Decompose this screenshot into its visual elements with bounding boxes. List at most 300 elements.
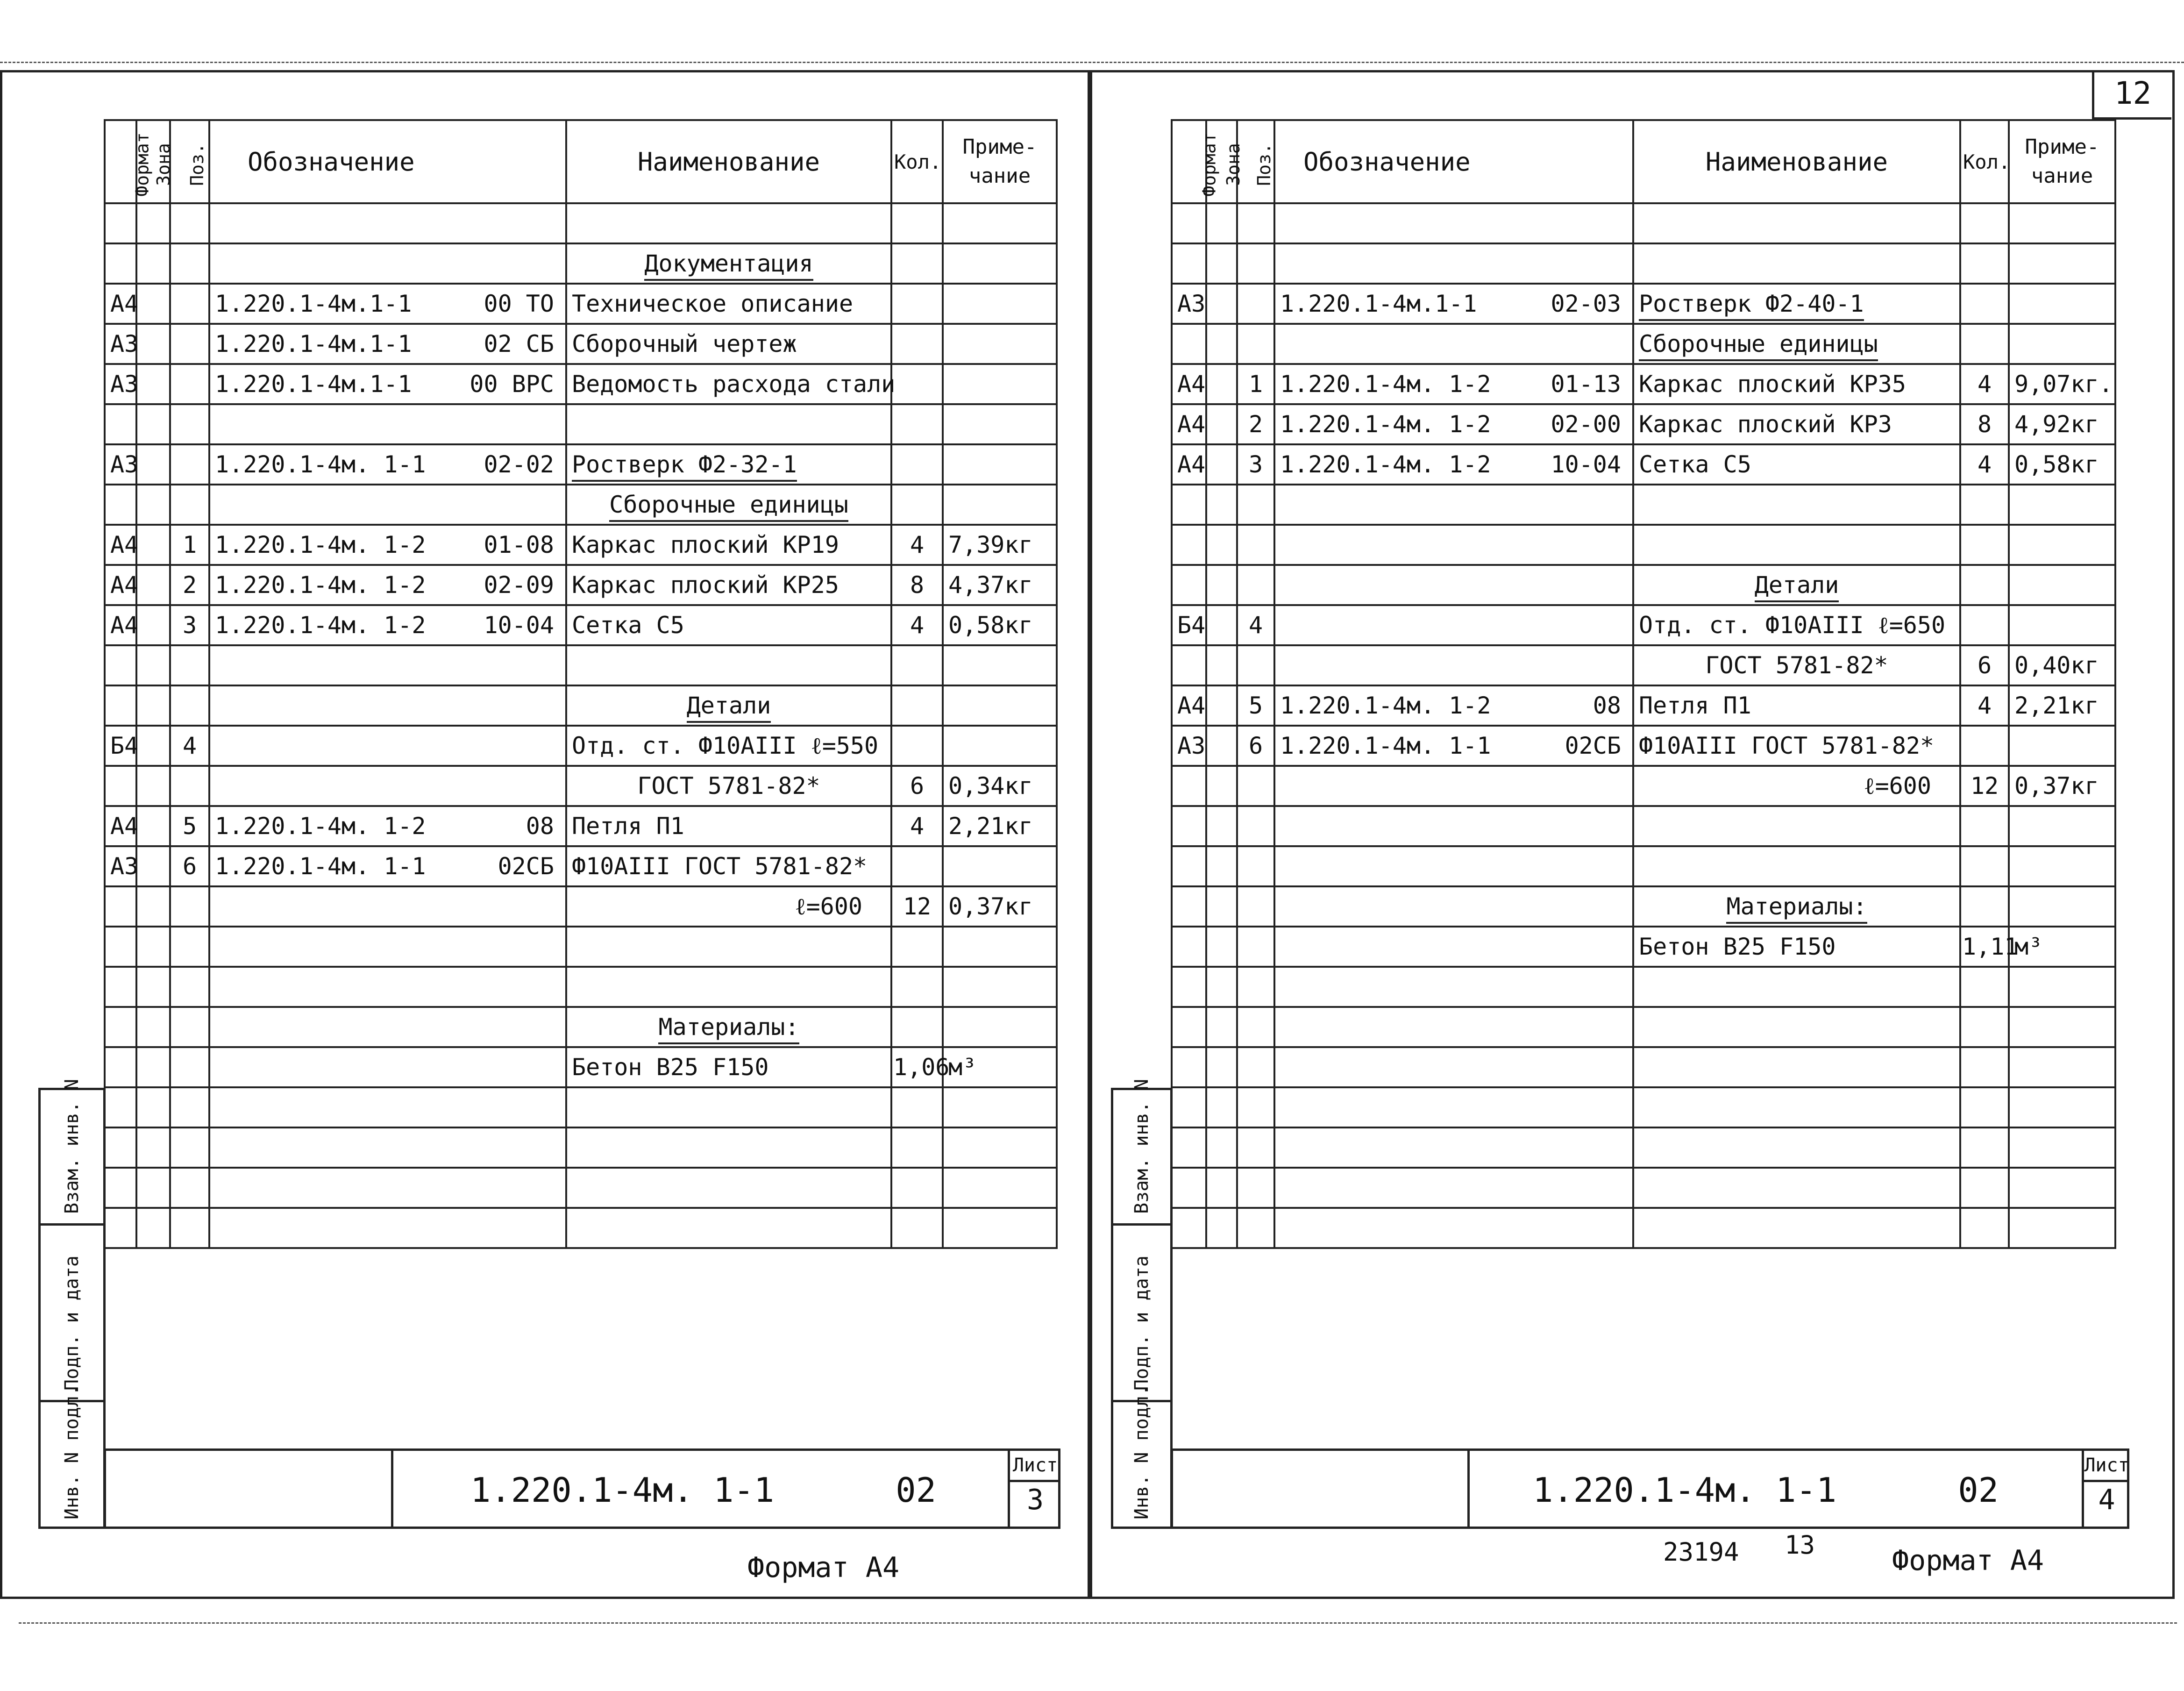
- zone-cell: [1206, 203, 1237, 243]
- designation-cell: [1274, 685, 1633, 726]
- designation-code: 02 СБ: [484, 330, 554, 357]
- pos-cell: [170, 685, 209, 726]
- zone-cell: [136, 967, 170, 1007]
- designation-cell: [209, 203, 566, 243]
- qty-cell: [891, 645, 943, 685]
- designation-cell: [209, 685, 566, 726]
- zone-cell: [136, 485, 170, 525]
- note-cell: [2009, 525, 2115, 565]
- qty-cell: [891, 485, 943, 525]
- note-cell: [2009, 846, 2115, 886]
- pos-cell: [1237, 1168, 1274, 1208]
- pos-cell: [170, 485, 209, 525]
- zone-cell: [1206, 1007, 1237, 1047]
- designation-code: 01-13: [1551, 371, 1621, 398]
- designation-cell: [1274, 1127, 1633, 1168]
- designation-cell: [1274, 766, 1633, 806]
- spec-row: [105, 1168, 1057, 1208]
- title-block-divider: [1467, 1451, 1470, 1527]
- qty-cell: [1960, 685, 2009, 726]
- designation-code: 08: [1593, 692, 1621, 719]
- designation-cell: [209, 1087, 566, 1127]
- note-cell: [2009, 1047, 2115, 1087]
- designation-text: 1.220.1-4м. 1-2: [1280, 451, 1491, 478]
- designation-text: 1.220.1-4м. 1-2: [215, 612, 426, 639]
- name-cell: [566, 726, 891, 766]
- format-cell: [1172, 485, 1206, 525]
- format-text: А4: [1177, 692, 1206, 719]
- pos-cell: [1237, 284, 1274, 324]
- zone-cell: [136, 324, 170, 364]
- left-sheet-number: 3: [1026, 1484, 1044, 1516]
- name-cell: [1633, 766, 1960, 806]
- note-cell: [943, 1127, 1057, 1168]
- designation-cell: [209, 565, 566, 605]
- note-text: 2,21кг: [2014, 692, 2099, 719]
- note-cell: [2009, 645, 2115, 685]
- name-cell: [1633, 846, 1960, 886]
- right-title-block: [1171, 1448, 2129, 1529]
- designation-cell: [209, 605, 566, 645]
- header-note: Приме- чание: [943, 120, 1057, 203]
- designation-cell: [209, 927, 566, 967]
- name-text: Сборочные единицы: [1639, 330, 1878, 361]
- note-cell: [2009, 1168, 2115, 1208]
- pos-cell: [1237, 806, 1274, 846]
- zone-cell: [1206, 324, 1237, 364]
- name-cell: [566, 967, 891, 1007]
- designation-code: 08: [526, 813, 554, 840]
- note-cell: [943, 1168, 1057, 1208]
- designation-code: 02-00: [1551, 411, 1621, 438]
- designation-text: 1.220.1-4м. 1-2: [1280, 371, 1491, 398]
- format-cell: [1172, 284, 1206, 324]
- pos-cell: [170, 525, 209, 565]
- format-cell: [1172, 886, 1206, 927]
- note-cell: [2009, 685, 2115, 726]
- spec-row: [105, 766, 1057, 806]
- pos-cell: [1237, 1007, 1274, 1047]
- qty-cell: [891, 243, 943, 284]
- qty-cell: [1960, 846, 2009, 886]
- header-qty: Кол.: [891, 120, 943, 203]
- spec-row: [1172, 605, 2115, 645]
- designation-cell: [1274, 364, 1633, 404]
- name-text: Отд. ст. Ф10АIII ℓ=550: [572, 732, 879, 759]
- pos-text: 6: [1248, 732, 1263, 759]
- name-cell: [566, 243, 891, 284]
- designation-cell: [209, 1007, 566, 1047]
- zone-cell: [136, 1047, 170, 1087]
- spec-row: [1172, 243, 2115, 284]
- zone-cell: [136, 444, 170, 485]
- zone-cell: [1206, 364, 1237, 404]
- right-title-code: 1.220.1-4м. 1-1 02: [1533, 1470, 1999, 1510]
- zone-cell: [1206, 1127, 1237, 1168]
- format-text: А3: [110, 853, 139, 880]
- qty-text: 4: [910, 813, 925, 840]
- zone-cell: [1206, 685, 1237, 726]
- spec-row: [105, 203, 1057, 243]
- name-cell: [1633, 485, 1960, 525]
- format-cell: [105, 1208, 136, 1248]
- zone-cell: [136, 927, 170, 967]
- zone-cell: [1206, 565, 1237, 605]
- designation-cell: [209, 525, 566, 565]
- designation-cell: [1274, 927, 1633, 967]
- format-cell: [1172, 565, 1206, 605]
- pos-text: 2: [1248, 411, 1263, 438]
- note-text: 4,92кг: [2014, 411, 2099, 438]
- zone-cell: [136, 645, 170, 685]
- zone-cell: [1206, 605, 1237, 645]
- note-text: м³: [948, 1054, 977, 1081]
- format-cell: [1172, 645, 1206, 685]
- pos-cell: [170, 846, 209, 886]
- qty-cell: [1960, 766, 2009, 806]
- format-cell: [105, 886, 136, 927]
- name-cell: [566, 444, 891, 485]
- spec-row: [1172, 364, 2115, 404]
- spec-row: [1172, 444, 2115, 485]
- designation-text: 1.220.1-4м. 1-1: [215, 853, 426, 880]
- name-cell: [566, 485, 891, 525]
- note-cell: [943, 565, 1057, 605]
- header-designation: Обозначение: [209, 120, 566, 203]
- name-text: ГОСТ 5781-82*: [1705, 652, 1888, 679]
- pos-text: 5: [182, 813, 197, 840]
- format-cell: [1172, 806, 1206, 846]
- name-cell: [566, 1168, 891, 1208]
- name-cell: [1633, 1127, 1960, 1168]
- designation-code: 10-04: [484, 612, 554, 639]
- name-cell: [1633, 806, 1960, 846]
- qty-cell: [891, 1208, 943, 1248]
- right-sheet-number: 4: [2098, 1484, 2115, 1516]
- pos-cell: [170, 726, 209, 766]
- spec-row: [1172, 203, 2115, 243]
- name-text: Ростверк Ф2-32-1: [572, 451, 797, 482]
- designation-text: 1.220.1-4м. 1-2: [215, 813, 426, 840]
- qty-cell: [891, 1087, 943, 1127]
- qty-cell: [1960, 243, 2009, 284]
- designation-cell: [209, 324, 566, 364]
- zone-cell: [136, 1007, 170, 1047]
- note-text: 0,58кг: [948, 612, 1033, 639]
- spec-row: [1172, 645, 2115, 685]
- name-text: Каркас плоский КР35: [1639, 371, 1906, 398]
- right-table-header: [1172, 120, 2115, 203]
- format-cell: [1172, 726, 1206, 766]
- qty-cell: [891, 324, 943, 364]
- pos-cell: [1237, 967, 1274, 1007]
- note-cell: [943, 525, 1057, 565]
- name-cell: [1633, 927, 1960, 967]
- designation-text: 1.220.1-4м.1-1: [1280, 290, 1477, 317]
- format-text: А4: [1177, 371, 1206, 398]
- format-cell: [1172, 404, 1206, 444]
- format-cell: [105, 364, 139, 404]
- zone-cell: [1206, 485, 1237, 525]
- name-text: Ростверк Ф2-40-1: [1639, 290, 1864, 321]
- header-designation: Обозначение: [1274, 120, 1633, 203]
- format-cell: [1172, 243, 1206, 284]
- format-cell: [105, 404, 136, 444]
- left-title-code: 1.220.1-4м. 1-1 02: [470, 1470, 936, 1510]
- designation-cell: [1274, 1087, 1633, 1127]
- archive-number: 23194: [1663, 1537, 1739, 1567]
- format-cell: [105, 565, 139, 605]
- spec-row: [1172, 1127, 2115, 1168]
- note-cell: [943, 927, 1057, 967]
- spec-row: [1172, 886, 2115, 927]
- name-cell: [566, 1087, 891, 1127]
- pos-text: 1: [1248, 371, 1263, 398]
- zone-cell: [136, 284, 170, 324]
- note-cell: [2009, 1007, 2115, 1047]
- designation-cell: [1274, 324, 1633, 364]
- designation-cell: [1274, 485, 1633, 525]
- designation-code: 10-04: [1551, 451, 1621, 478]
- note-cell: [2009, 444, 2115, 485]
- format-text: А4: [110, 612, 139, 639]
- designation-code: 02СБ: [1565, 732, 1621, 759]
- note-cell: [943, 967, 1057, 1007]
- spec-row: [105, 1007, 1057, 1047]
- note-cell: [943, 1007, 1057, 1047]
- header-format: Формат: [105, 120, 136, 203]
- note-cell: [943, 605, 1057, 645]
- format-text: Б4: [1177, 612, 1206, 639]
- pos-cell: [1237, 726, 1274, 766]
- spec-row: [1172, 1087, 2115, 1127]
- format-cell: [105, 846, 139, 886]
- format-cell: [1172, 1168, 1206, 1208]
- format-cell: [105, 243, 136, 284]
- qty-text: 6: [1977, 652, 1992, 679]
- name-text: Бетон В25 F150: [572, 1054, 769, 1081]
- designation-cell: [209, 364, 566, 404]
- header-note: Приме- чание: [2009, 120, 2115, 203]
- pos-cell: [170, 927, 209, 967]
- format-cell: [1172, 1007, 1206, 1047]
- qty-text: 8: [910, 571, 925, 599]
- note-text: 7,39кг: [948, 531, 1033, 558]
- note-cell: [2009, 806, 2115, 846]
- name-cell: [1633, 203, 1960, 243]
- qty-text: 4: [1977, 371, 1992, 398]
- zone-cell: [136, 685, 170, 726]
- zone-cell: [1206, 806, 1237, 846]
- name-text: Детали: [1755, 571, 1839, 602]
- header-pos: Поз.: [1237, 120, 1274, 203]
- pos-text: 4: [1248, 612, 1263, 639]
- designation-cell: [209, 444, 566, 485]
- qty-cell: [891, 1047, 950, 1087]
- qty-cell: [1960, 726, 2009, 766]
- format-text: А4: [1177, 451, 1206, 478]
- stamp-inv-orig: Инв. N подл.: [1113, 1400, 1170, 1529]
- spec-row: [1172, 967, 2115, 1007]
- designation-cell: [209, 846, 566, 886]
- zone-cell: [1206, 927, 1237, 967]
- header-zone: Зона: [1206, 120, 1237, 203]
- left-sheet-box: [1008, 1451, 1060, 1527]
- name-cell: [1633, 284, 1960, 324]
- pos-cell: [1237, 927, 1274, 967]
- spec-row: [105, 1087, 1057, 1127]
- designation-text: 1.220.1-4м. 1-1: [215, 451, 426, 478]
- zone-cell: [136, 404, 170, 444]
- spec-row: [105, 404, 1057, 444]
- name-text: Каркас плоский КР25: [572, 571, 839, 599]
- pos-cell: [170, 645, 209, 685]
- note-text: м³: [2014, 933, 2043, 960]
- format-cell: [105, 1127, 136, 1168]
- spec-row: [105, 1127, 1057, 1168]
- spec-row: [105, 525, 1057, 565]
- designation-cell: [209, 1208, 566, 1248]
- designation-cell: [209, 726, 566, 766]
- spec-row: [1172, 1208, 2115, 1248]
- name-text: ГОСТ 5781-82*: [637, 772, 820, 799]
- spec-row: [105, 1047, 1057, 1087]
- format-cell: [105, 324, 139, 364]
- designation-cell: [209, 284, 566, 324]
- format-cell: [1172, 605, 1206, 645]
- note-cell: [2009, 565, 2115, 605]
- spec-row: [105, 645, 1057, 685]
- qty-cell: [891, 846, 943, 886]
- pos-cell: [170, 444, 209, 485]
- spec-row: [105, 485, 1057, 525]
- note-cell: [2009, 726, 2115, 766]
- format-cell: [1172, 846, 1206, 886]
- format-cell: [105, 726, 139, 766]
- pos-cell: [170, 806, 209, 846]
- format-cell: [105, 927, 136, 967]
- note-cell: [943, 886, 1057, 927]
- stamp-replace-inv: Взам. инв. N: [1113, 1088, 1170, 1223]
- pos-cell: [1237, 886, 1274, 927]
- designation-text: 1.220.1-4м.1-1: [215, 371, 412, 398]
- format-text: А3: [110, 371, 139, 398]
- zone-cell: [1206, 243, 1237, 284]
- qty-cell: [891, 284, 943, 324]
- name-cell: [1633, 565, 1960, 605]
- qty-cell: [1960, 284, 2009, 324]
- format-cell: [105, 444, 139, 485]
- note-text: 4,37кг: [948, 571, 1033, 599]
- spec-row: [1172, 1168, 2115, 1208]
- format-cell: [105, 967, 136, 1007]
- qty-cell: [1960, 565, 2009, 605]
- spec-row: [1172, 485, 2115, 525]
- designation-cell: [1274, 1047, 1633, 1087]
- designation-cell: [209, 404, 566, 444]
- format-text: А3: [110, 330, 139, 357]
- designation-text: 1.220.1-4м. 1-2: [1280, 411, 1491, 438]
- qty-cell: [1960, 806, 2009, 846]
- page-number-box: [2092, 70, 2171, 120]
- zone-cell: [136, 806, 170, 846]
- title-block-divider: [391, 1451, 393, 1527]
- zone-cell: [136, 1208, 170, 1248]
- spec-row: [1172, 525, 2115, 565]
- zone-cell: [136, 203, 170, 243]
- spec-row: [105, 1208, 1057, 1248]
- note-cell: [943, 1047, 1057, 1087]
- pos-cell: [1237, 605, 1274, 645]
- designation-cell: [209, 886, 566, 927]
- format-cell: [1172, 444, 1206, 485]
- spec-row: [1172, 404, 2115, 444]
- note-text: 0,34кг: [948, 772, 1033, 799]
- zone-cell: [136, 726, 170, 766]
- designation-cell: [209, 766, 566, 806]
- qty-text: 1,06: [893, 1054, 950, 1081]
- name-cell: [1633, 525, 1960, 565]
- pos-cell: [170, 1087, 209, 1127]
- pos-cell: [170, 243, 209, 284]
- name-cell: [1633, 645, 1960, 685]
- format-cell: [105, 806, 139, 846]
- zone-cell: [1206, 726, 1237, 766]
- name-text: Сетка С5: [572, 612, 684, 639]
- format-cell: [1172, 1127, 1206, 1168]
- name-text: Сборочные единицы: [609, 491, 848, 522]
- left-format-caption: Формат А4: [747, 1551, 900, 1584]
- format-cell: [105, 766, 136, 806]
- name-text: Материалы:: [1726, 893, 1867, 924]
- spec-row: [1172, 927, 2115, 967]
- format-cell: [1172, 1087, 1206, 1127]
- designation-cell: [209, 645, 566, 685]
- name-cell: [566, 886, 891, 927]
- designation-cell: [1274, 1168, 1633, 1208]
- name-text: Ф10АIII ГОСТ 5781-82*: [1639, 732, 1935, 759]
- qty-cell: [891, 404, 943, 444]
- note-cell: [943, 364, 1057, 404]
- name-cell: [566, 1047, 891, 1087]
- qty-cell: [1960, 485, 2009, 525]
- name-cell: [1633, 404, 1960, 444]
- note-cell: [943, 726, 1057, 766]
- right-sheet-label: Лист: [2084, 1451, 2129, 1482]
- qty-cell: [891, 525, 943, 565]
- note-cell: [943, 1208, 1057, 1248]
- qty-cell: [1960, 1208, 2009, 1248]
- qty-cell: [891, 886, 943, 927]
- pos-cell: [170, 1127, 209, 1168]
- pos-cell: [1237, 1047, 1274, 1087]
- name-cell: [566, 927, 891, 967]
- zone-cell: [136, 1168, 170, 1208]
- zone-cell: [136, 243, 170, 284]
- left-title-block: [104, 1448, 1060, 1529]
- pos-cell: [1237, 766, 1274, 806]
- designation-cell: [1274, 886, 1633, 927]
- format-cell: [1172, 967, 1206, 1007]
- name-cell: [566, 284, 891, 324]
- note-cell: [2009, 485, 2115, 525]
- zone-cell: [136, 364, 170, 404]
- name-cell: [1633, 243, 1960, 284]
- spec-row: [105, 726, 1057, 766]
- pos-cell: [1237, 565, 1274, 605]
- name-cell: [566, 203, 891, 243]
- pos-cell: [170, 1007, 209, 1047]
